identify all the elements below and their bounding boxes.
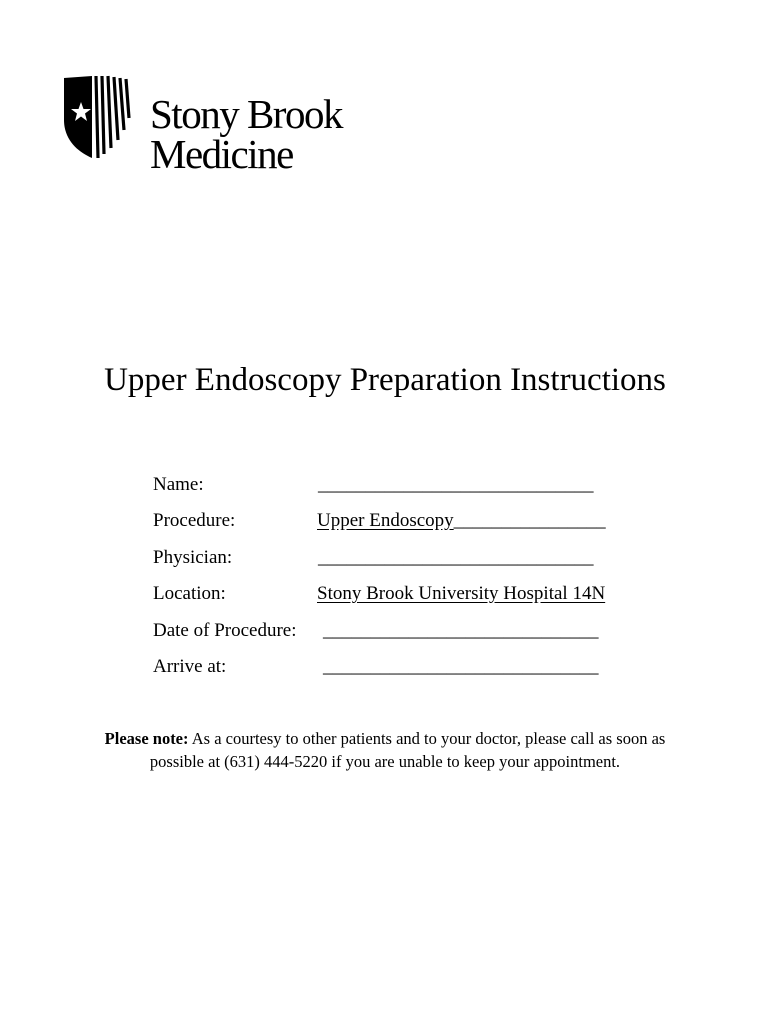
please-note <box>84 727 686 773</box>
procedure-value <box>317 508 606 534</box>
note-text: As a courtesy to other patients and to your doctor, please call as soon as possible at (631) 444-5220 if you are unable to keep your appointment. <box>149 729 666 771</box>
note-lead: Please note: <box>104 729 189 748</box>
date-value: _____________________________ <box>323 620 599 641</box>
procedure-underline: ________________ <box>453 510 606 531</box>
arrive-value: _____________________________ <box>323 656 599 677</box>
date-label: Date of Procedure: <box>153 620 297 641</box>
shield-star-icon <box>62 72 134 162</box>
location-value: Stony Brook University Hospital 14N <box>317 583 606 604</box>
stony-brook-logo <box>62 72 342 177</box>
physician-label: Physician: <box>153 547 233 568</box>
name-label: Name: <box>153 474 204 495</box>
procedure-text: Upper Endoscopy <box>317 510 454 531</box>
procedure-label: Procedure: <box>153 510 236 531</box>
logo-line-1: Stony Brook <box>150 91 342 137</box>
logo-line-2: Medicine <box>150 131 293 177</box>
logo-wordmark <box>150 91 342 177</box>
arrive-label: Arrive at: <box>153 656 227 677</box>
page-title: Upper Endoscopy Preparation Instructions <box>104 362 666 398</box>
physician-value: _____________________________ <box>318 547 594 568</box>
name-value: _____________________________ <box>318 474 594 495</box>
location-label: Location: <box>153 583 226 604</box>
